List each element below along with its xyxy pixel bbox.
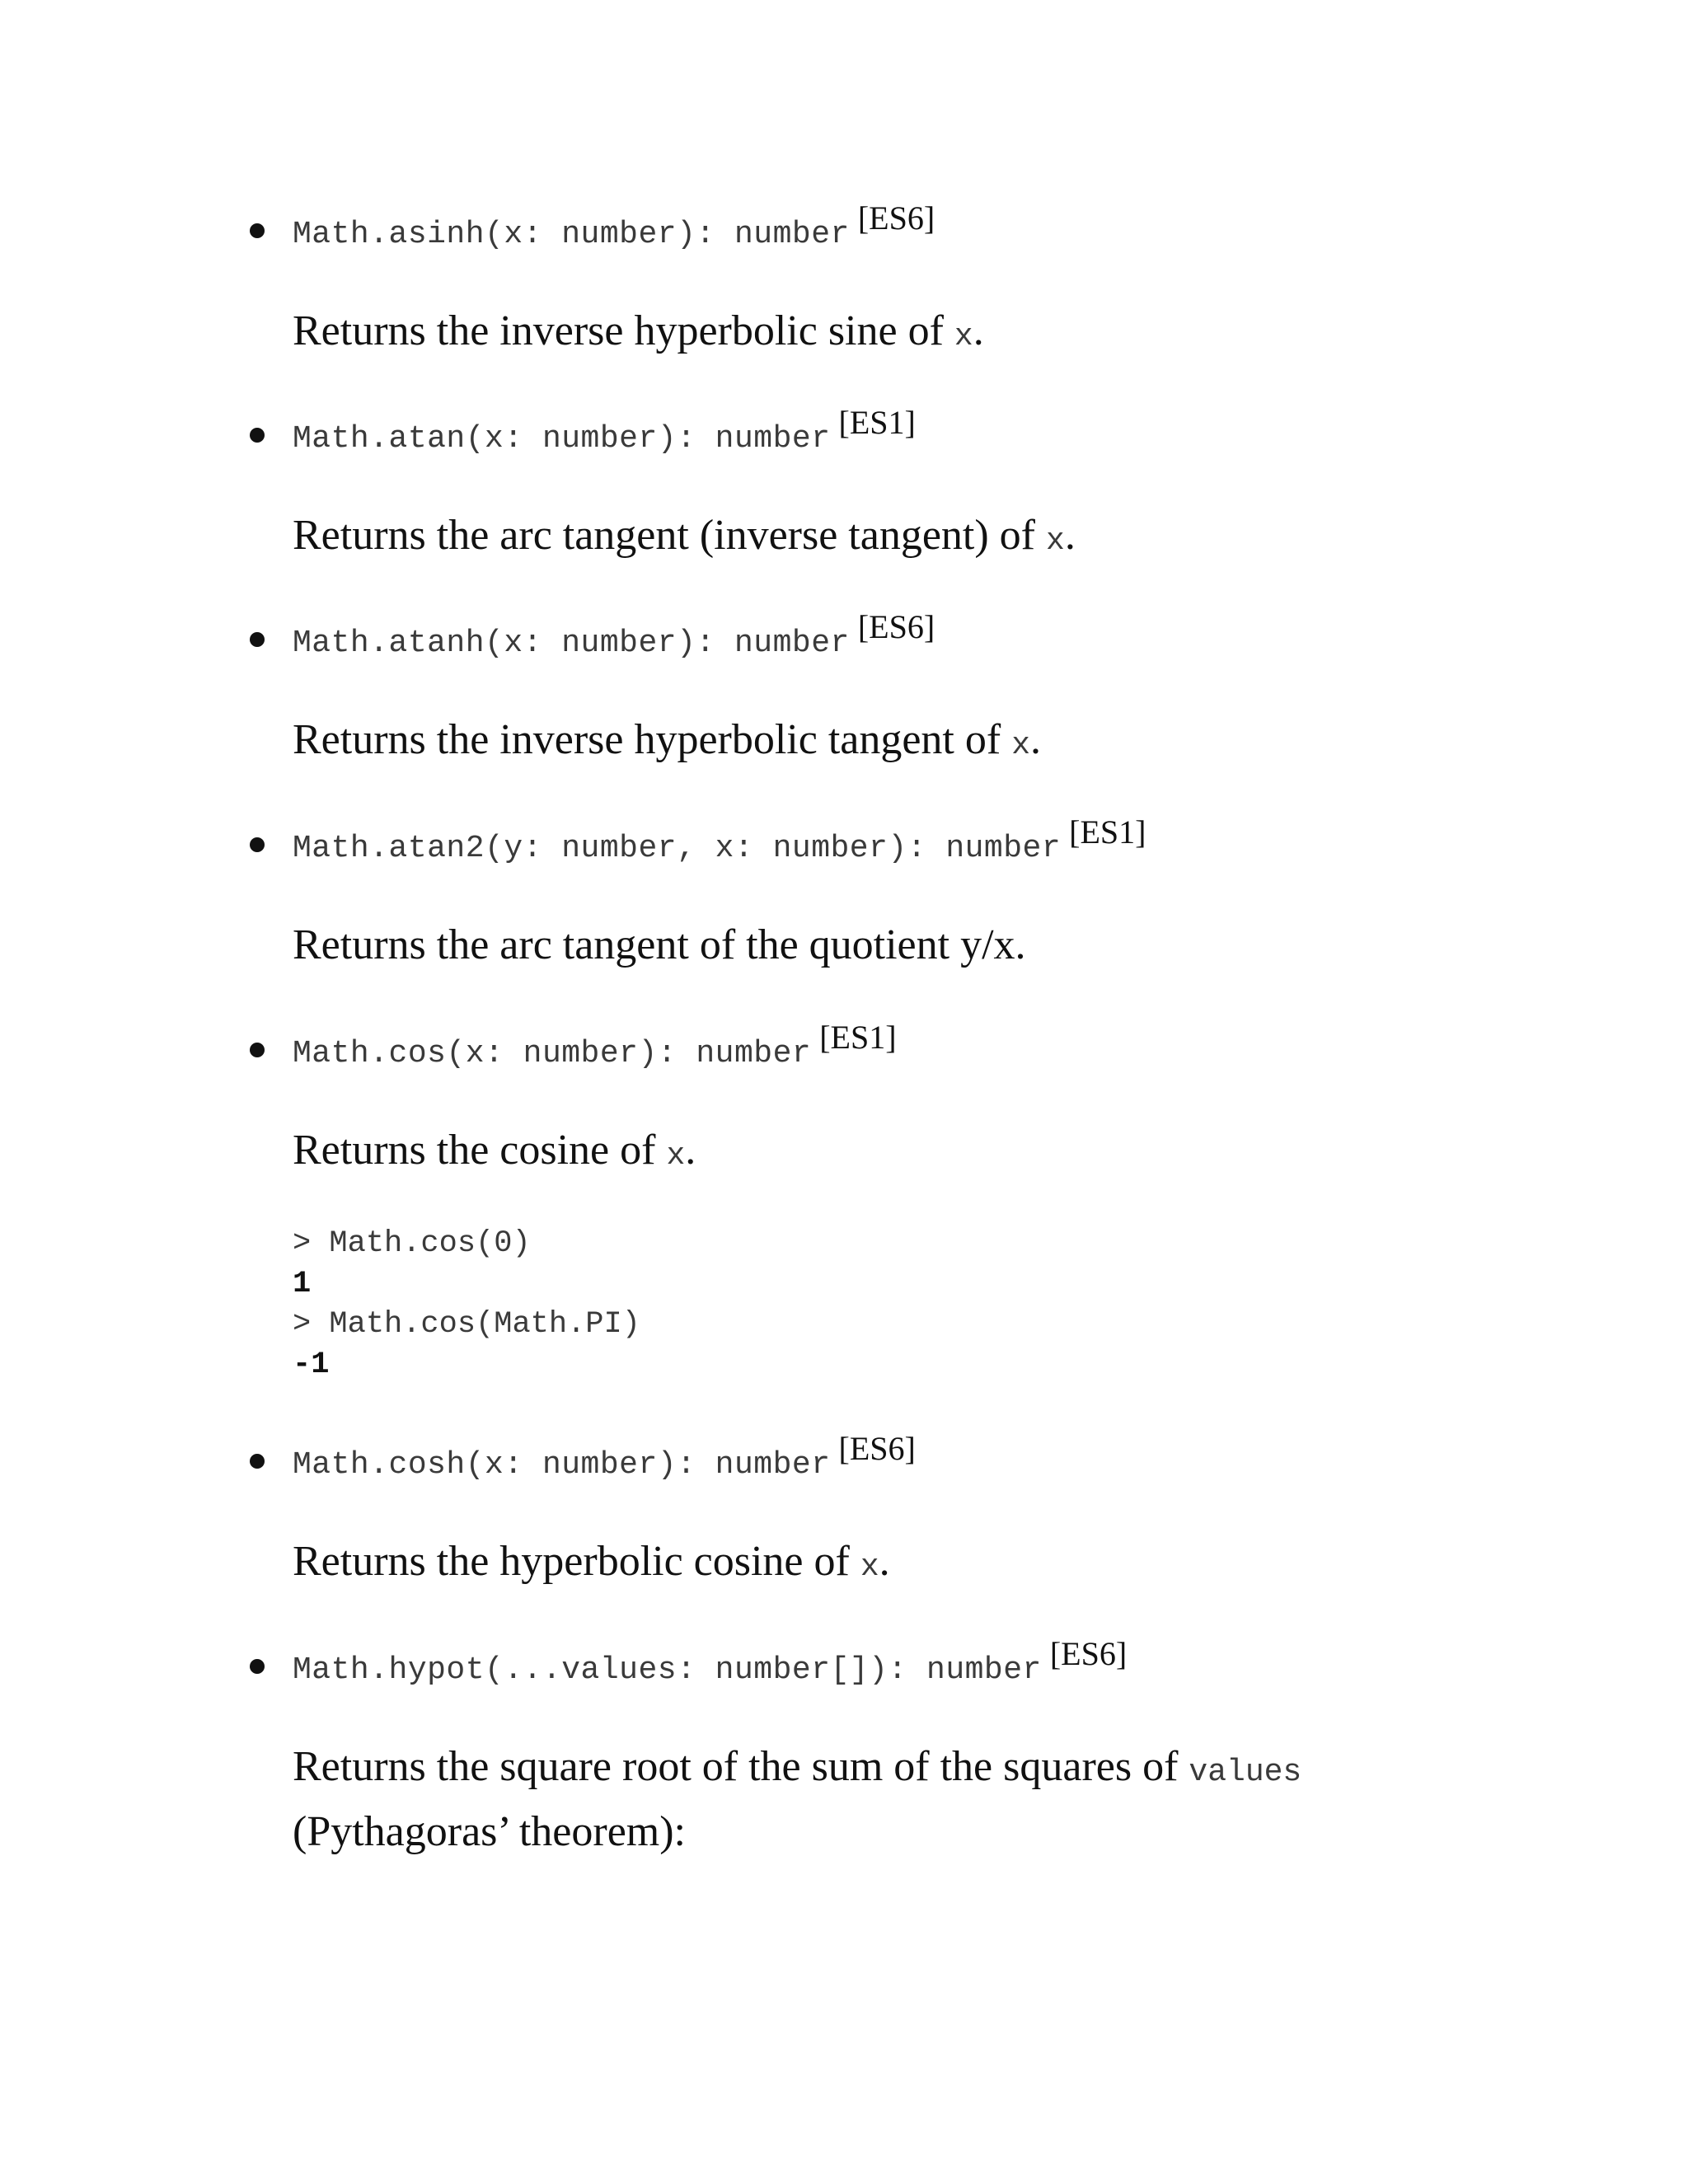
method-description: [293, 1737, 1488, 1862]
method-description: [293, 1121, 1488, 1186]
signature-text: Math.cos(x: number): number: [293, 1036, 812, 1071]
method-signature: [293, 608, 935, 661]
description-suffix: .: [973, 307, 984, 354]
inline-code: x: [1011, 728, 1031, 763]
list-bullet: [250, 837, 265, 852]
inline-code: values: [1189, 1755, 1302, 1790]
repl-output-line: -1: [293, 1347, 330, 1382]
version-tag: [ES1]: [819, 1019, 897, 1056]
description-text: Returns the square root of the sum of the squares of: [293, 1743, 1189, 1790]
version-tag: [ES6]: [838, 1430, 916, 1467]
method-description: [293, 916, 1488, 975]
repl-input-line: > Math.cos(0): [293, 1226, 531, 1261]
description-text: Returns the hyperbolic cosine of: [293, 1538, 860, 1585]
repl-output-line: 1: [293, 1267, 312, 1301]
version-tag: [ES1]: [838, 404, 916, 441]
description-text: Returns the inverse hyperbolic sine of: [293, 307, 954, 354]
signature-text: Math.atan2(y: number, x: number): number: [293, 831, 1062, 866]
signature-text: Math.cosh(x: number): number: [293, 1447, 831, 1483]
list-bullet: [250, 1454, 265, 1469]
list-bullet: [250, 428, 265, 443]
list-bullet: [250, 1043, 265, 1057]
description-text: Returns the inverse hyperbolic tangent of: [293, 716, 1012, 763]
description-suffix: .: [1064, 512, 1076, 559]
description-suffix: .: [879, 1538, 890, 1585]
repl-input-line: > Math.cos(Math.PI): [293, 1307, 640, 1342]
method-signature: [293, 813, 1146, 866]
list-bullet: [250, 632, 265, 647]
version-tag: [ES6]: [857, 608, 935, 645]
version-tag: [ES1]: [1069, 813, 1146, 851]
description-text: Returns the cosine of: [293, 1127, 667, 1174]
description-text: Returns the arc tangent of the quotient y/x.: [293, 921, 1026, 968]
method-signature: [293, 404, 916, 457]
description-suffix: .: [1030, 716, 1042, 763]
method-signature: [293, 199, 935, 252]
signature-text: Math.hypot(...values: number[]): number: [293, 1652, 1042, 1688]
method-description: [293, 1532, 1488, 1597]
list-bullet: [250, 223, 265, 238]
method-description: [293, 710, 1488, 776]
method-description: [293, 506, 1488, 571]
signature-text: Math.atan(x: number): number: [293, 421, 831, 457]
signature-text: Math.atanh(x: number): number: [293, 626, 850, 661]
method-signature: [293, 1635, 1128, 1688]
list-bullet: [250, 1659, 265, 1674]
version-tag: [ES6]: [1049, 1635, 1128, 1672]
version-tag: [ES6]: [857, 199, 935, 237]
method-signature: [293, 1430, 916, 1483]
description-text: Returns the arc tangent (inverse tangent) of: [293, 512, 1046, 559]
inline-code: x: [1046, 523, 1065, 559]
description-suffix: .: [685, 1127, 696, 1174]
inline-code: x: [666, 1138, 686, 1174]
description-line-2: (Pythagoras’ theorem):: [293, 1808, 686, 1855]
method-signature: [293, 1019, 897, 1071]
inline-code: x: [954, 319, 973, 354]
repl-example: [293, 1224, 640, 1385]
signature-text: Math.asinh(x: number): number: [293, 217, 850, 252]
method-description: [293, 302, 1488, 367]
inline-code: x: [860, 1549, 879, 1585]
